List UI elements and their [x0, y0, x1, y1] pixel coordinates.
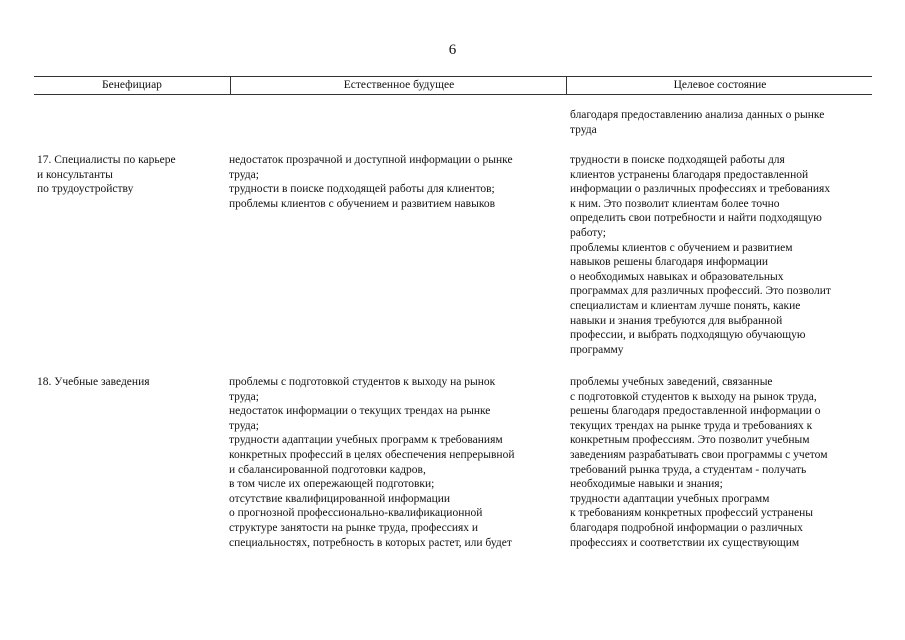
row-18-beneficiary: 18. Учебные заведения	[37, 376, 150, 388]
row-17-natural-future: недостаток прозрачной и доступной информации о рынке труда; трудности в поиске подходящей работы для клиентов; проблемы клиентов с обучением и развитием навыков	[229, 154, 513, 210]
row-18-target-state: проблемы учебных заведений, связанные с подготовкой студентов к выходу на рынок труда, решены благодаря предоставленной информации о текущих трендах на рынке труда и требованиях к конкретным профессиям. Это позволит учебным заведениям разрабатывать свои программы с учетом требований рынка труда, а студентам - получать необходимые навыки и знания; трудности адаптации учебных программ к требованиям конкретных профессий устранены благодаря подробной информации о различных профессиях и соответствии их существующим	[570, 376, 828, 549]
header-beneficiary: Бенефициар	[102, 79, 162, 91]
row-17-target-state: трудности в поиске подходящей работы для клиентов устранены благодаря предоставленной информации о различных профессиях и требованиях к ним. Это позволит клиентам более точно определить свои потребности и найти подходящую работу; проблемы клиентов с обучением и развитием навыков решены благодаря информации о необходимых навыках и образовательных программах для различных профессий. Это позволит специалистам и клиентам лучше понять, какие навыки и знания требуются для выбранной профессии, и выбрать подходящую обучающую программу	[570, 154, 831, 356]
row-18-natural-future: проблемы с подготовкой студентов к выходу на рынок труда; недостаток информации о текущих трендах на рынке труда; трудности адаптации учебных программ к требованиям конкретных профессий в целях обеспечения непрерывной и сбалансированной подготовки кадров, в том числе их опережающей подготовки; отсутствие квалифицированной информации о прогнозной профессионально-квалификационной структуре занятости на рынке труда, профессиях и специальностях, потребность в которых растет, или будет	[229, 376, 515, 549]
page-number: 6	[448, 42, 457, 58]
header-target-state: Целевое состояние	[566, 77, 873, 94]
header-natural-future: Естественное будущее	[230, 77, 567, 94]
row-0-target-state: благодаря предоставлению анализа данных о рынке труда	[570, 109, 825, 136]
beneficiary-table	[34, 76, 872, 549]
table-header-row	[34, 76, 872, 95]
row-17-beneficiary: 17. Специалисты по карьере и консультанты по трудоустройству	[37, 154, 176, 196]
